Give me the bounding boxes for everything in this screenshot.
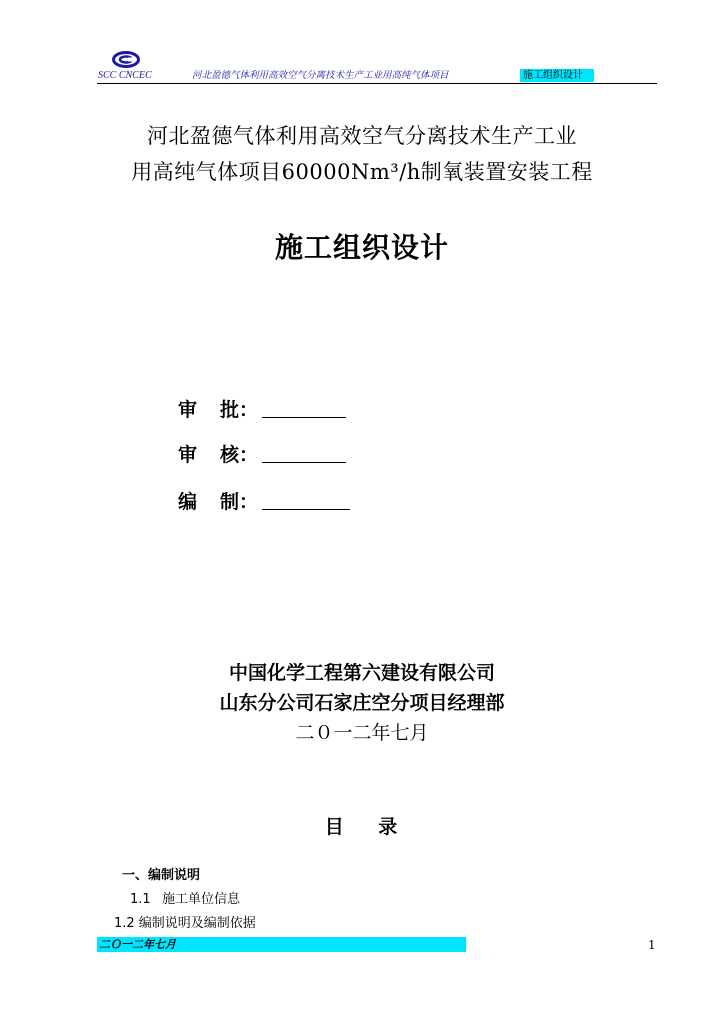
cover-main-title: 施工组织设计	[274, 231, 449, 264]
signature-blank[interactable]	[262, 399, 346, 418]
signature-blank[interactable]	[262, 491, 350, 510]
org-department: 山东分公司石家庄空分项目经理部	[219, 692, 505, 714]
toc-item-1-1-text[interactable]: 施工单位信息	[162, 892, 241, 907]
footer-date: 二Ｏ一二年七月	[97, 937, 466, 952]
signature-approve	[178, 397, 346, 423]
signature-label-char: 批：	[220, 399, 259, 421]
signature-label-char: 编	[178, 491, 198, 513]
company-logo-icon	[112, 51, 140, 68]
signature-review	[178, 442, 346, 468]
signature-label-char: 审	[178, 444, 198, 466]
cover-title-line1: 河北盈德气体利用高效空气分离技术生产工业	[147, 124, 577, 148]
toc-item-1-1-number[interactable]: 1.1	[130, 892, 151, 907]
header-divider	[97, 83, 657, 84]
org-company: 中国化学工程第六建设有限公司	[228, 662, 495, 684]
signature-compile	[178, 489, 350, 515]
signature-label-char: 核：	[220, 444, 259, 466]
header-project-name: 河北盈德气体利用高效空气分离技术生产工业用高纯气体项目	[192, 70, 449, 81]
toc-item-1-2[interactable]: 1.2 编制说明及编制依据	[114, 916, 256, 931]
toc-section-1[interactable]: 一、编制说明	[122, 868, 201, 883]
signature-label-char: 审	[178, 399, 198, 421]
cover-title-line2: 用高纯气体项目60000Nm³/h制氧装置安装工程	[131, 160, 593, 184]
org-date: 二０一二年七月	[295, 722, 429, 744]
header-company: SCC CNCEC	[98, 70, 152, 81]
signature-label-char: 制：	[220, 491, 259, 513]
page-number: 1	[648, 938, 656, 952]
header-doc-type: 施工组织设计	[520, 69, 594, 82]
signature-blank[interactable]	[262, 444, 346, 463]
toc-title: 目 录	[324, 816, 412, 838]
